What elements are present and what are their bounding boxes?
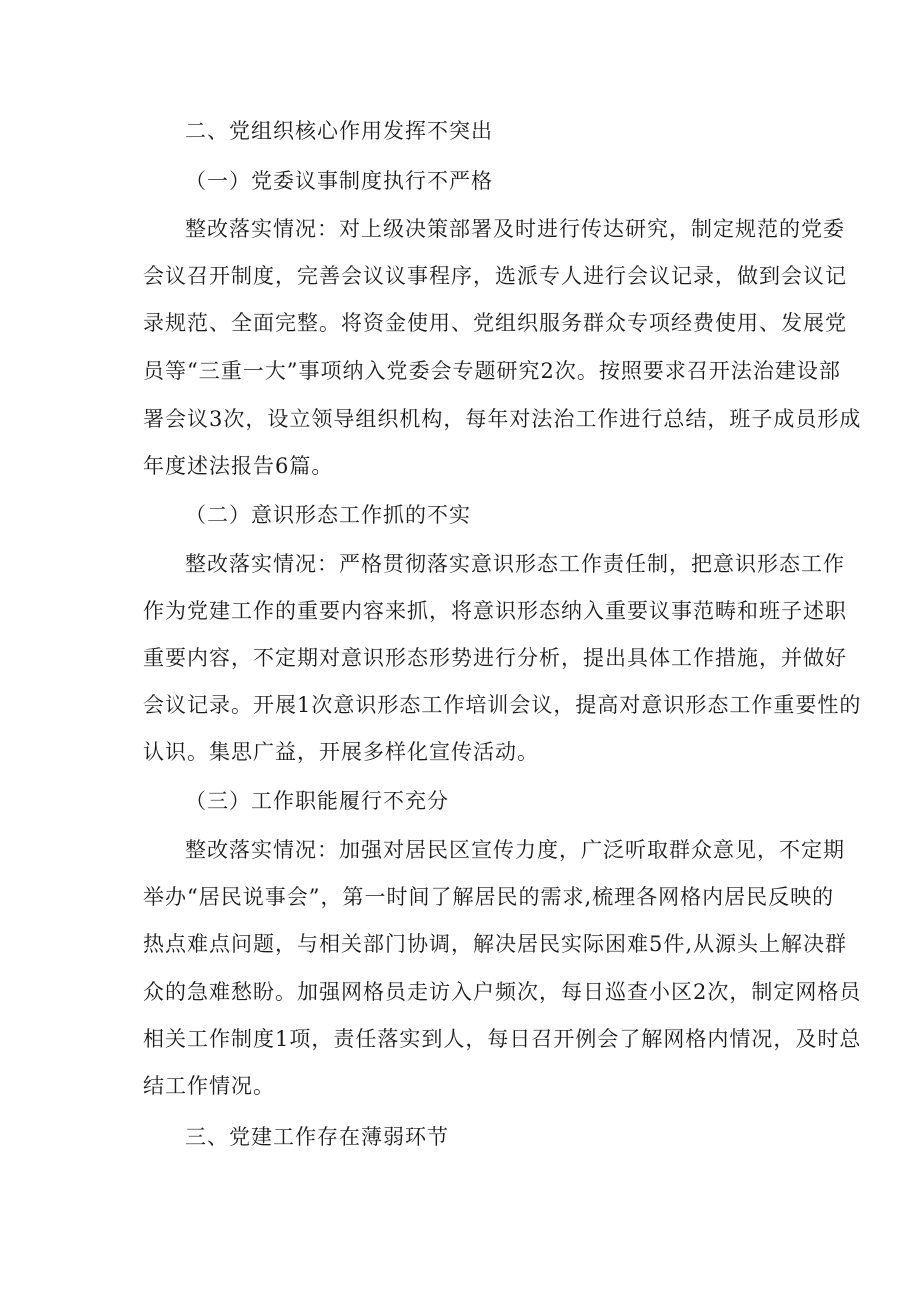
paragraph-line: 整改落实情况：加强对居民区宣传力度，广泛听取群众意见，不定期 xyxy=(185,838,845,862)
paragraph-line: 会议记录。开展1次意识形态工作培训会议，提高对意识形态工作重要性的 xyxy=(143,693,862,717)
section-heading: 二、党组织核心作用发挥不突出 xyxy=(185,119,493,143)
paragraph-line: 众的急难愁盼。加强网格员走访入户频次，每日巡查小区2次，制定网格员 xyxy=(143,980,862,1004)
subsection-title: （一）党委议事制度执行不严格 xyxy=(185,169,493,193)
subsection-title: （三）工作职能履行不充分 xyxy=(185,789,449,813)
subsection-title: （二）意识形态工作抓的不实 xyxy=(185,503,471,527)
paragraph-line: 整改落实情况：对上级决策部署及时进行传达研究，制定规范的党委 xyxy=(185,217,845,241)
paragraph-line: 举办“居民说事会”，第一时间了解居民的需求,梳理各网格内居民反映的 xyxy=(143,885,835,909)
paragraph-line: 作为党建工作的重要内容来抓，将意识形态纳入重要议事范畴和班子述职 xyxy=(143,599,847,623)
section-heading: 三、党建工作存在薄弱环节 xyxy=(185,1125,449,1149)
paragraph-line: 整改落实情况：严格贯彻落实意识形态工作责任制，把意识形态工作 xyxy=(185,552,845,576)
paragraph-line: 年度述法报告6篇。 xyxy=(143,454,334,478)
paragraph-line: 相关工作制度1项，责任落实到人，每日召开例会了解网格内情况，及时总 xyxy=(143,1027,862,1051)
paragraph-line: 热点难点问题，与相关部门协调，解决居民实际困难5件,从源头上解决群 xyxy=(143,932,848,956)
paragraph-line: 录规范、全面完整。将资金使用、党组织服务群众专项经费使用、发展党 xyxy=(143,311,847,335)
paragraph-line: 员等“三重一大”事项纳入党委会专题研究2次。按照要求召开法治建设部 xyxy=(143,359,841,383)
paragraph-line: 重要内容，不定期对意识形态形势进行分析，提出具体工作措施，并做好 xyxy=(143,646,847,670)
paragraph-line: 署会议3次，设立领导组织机构，每年对法治工作进行总结，班子成员形成 xyxy=(143,407,862,431)
paragraph-line: 认识。集思广益，开展多样化宣传活动。 xyxy=(143,740,539,764)
paragraph-line: 会议召开制度，完善会议议事程序，选派专人进行会议记录，做到会议记 xyxy=(143,264,847,288)
paragraph-line: 结工作情况。 xyxy=(143,1074,275,1098)
